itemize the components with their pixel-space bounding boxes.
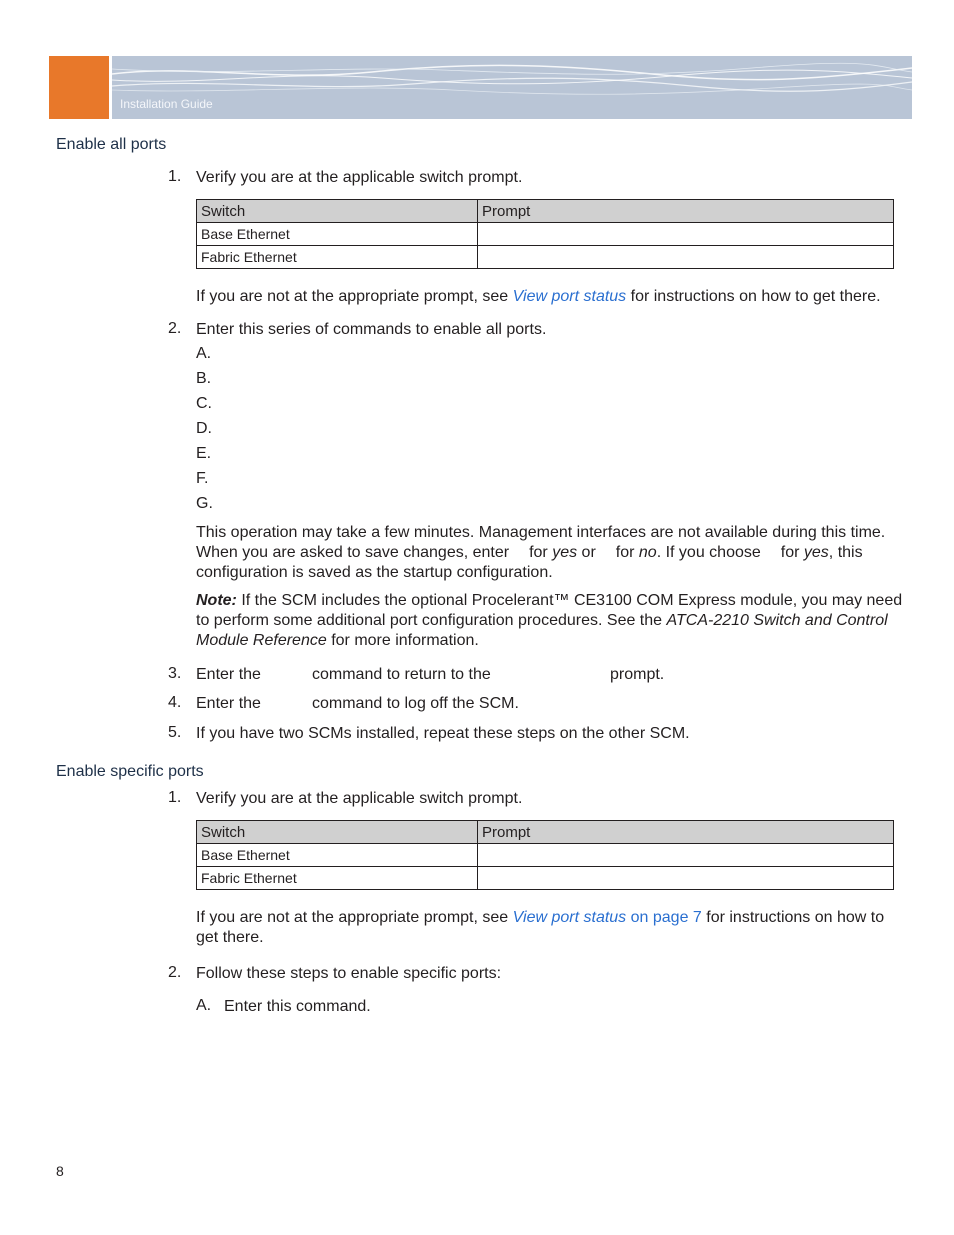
step-number: 1.	[168, 168, 182, 185]
prompt-note-line	[196, 908, 906, 928]
step-number: 2.	[168, 320, 182, 337]
table-row	[197, 246, 894, 269]
header-title: Installation Guide	[120, 97, 213, 111]
operation-line: configuration is saved as the startup configuration.	[196, 564, 553, 581]
operation-text: yes	[552, 544, 578, 561]
table-header-switch: Switch	[197, 200, 478, 223]
substep-letter: G.	[196, 495, 213, 512]
note-line	[196, 631, 906, 651]
table-header-prompt: Prompt	[478, 821, 894, 844]
step-text: Enter the	[196, 695, 261, 712]
step-text: command to return to the	[312, 666, 491, 683]
step-text: If you have two SCMs installed, repeat these steps on the other SCM.	[196, 725, 690, 742]
table-header-switch: Switch	[197, 821, 478, 844]
table-cell: Base Ethernet	[197, 223, 478, 246]
operation-line	[196, 543, 906, 563]
step-number: 2.	[168, 964, 182, 981]
prompt-note-text: for instructions on how to get there.	[626, 288, 881, 305]
prompt-note-text: for instructions on how to	[701, 909, 885, 926]
operation-text: for	[615, 544, 639, 561]
note-text: ATCA-2210 Switch and Control	[666, 612, 888, 629]
step-text: command to log off the SCM.	[312, 695, 519, 712]
prompt-note-line: get there.	[196, 929, 264, 946]
note-line	[196, 591, 906, 611]
table-row	[197, 867, 894, 890]
substep-letter: A.	[196, 345, 212, 362]
substep-letter: A.	[196, 997, 212, 1014]
note-label: Note:	[196, 592, 237, 609]
step-text: Verify you are at the applicable switch prompt.	[196, 169, 523, 186]
operation-paragraph	[196, 523, 906, 583]
substep-letter: C.	[196, 395, 212, 412]
operation-text: for	[529, 544, 553, 561]
substep-letter: B.	[196, 370, 212, 387]
table-cell	[478, 246, 894, 269]
operation-text: or	[577, 544, 596, 561]
banner-wave-decoration	[112, 56, 912, 119]
note-text: Module Reference	[196, 632, 327, 649]
table-cell: Base Ethernet	[197, 844, 478, 867]
view-port-status-link[interactable]: View port status	[512, 909, 627, 926]
step-number: 1.	[168, 789, 182, 806]
table-cell	[478, 867, 894, 890]
substep-letter: D.	[196, 420, 212, 437]
table-header-row	[197, 821, 894, 844]
note-text: for more information.	[326, 632, 479, 649]
section-heading-enable-specific-ports: Enable specific ports	[56, 763, 204, 780]
step-number: 5.	[168, 724, 182, 741]
prompt-note	[196, 908, 906, 948]
step-text: Enter the	[196, 666, 261, 683]
step-text: Enter this series of commands to enable all ports.	[196, 321, 547, 338]
substep-letter: F.	[196, 470, 209, 487]
step-number: 3.	[168, 665, 182, 682]
operation-text: yes	[803, 544, 829, 561]
prompt-note	[196, 287, 906, 307]
step-text: Follow these steps to enable specific ports:	[196, 965, 502, 982]
operation-text: , this	[828, 544, 863, 561]
prompt-table	[196, 820, 894, 890]
table-header-prompt: Prompt	[478, 200, 894, 223]
note-text: If the SCM includes the optional Procelerant™ CE3100 COM Express module, you may need	[236, 592, 903, 609]
view-port-status-link[interactable]: View port status	[512, 288, 627, 305]
prompt-table	[196, 199, 894, 269]
operation-text: for	[780, 544, 804, 561]
operation-line: This operation may take a few minutes. Management interfaces are not available during this time.	[196, 524, 886, 541]
operation-text: no	[638, 544, 657, 561]
header-orange-block	[49, 56, 109, 119]
operation-text: . If you choose	[656, 544, 761, 561]
table-cell: Fabric Ethernet	[197, 867, 478, 890]
page-number: 8	[56, 1163, 64, 1179]
operation-text: When you are asked to save changes, enter	[196, 544, 510, 561]
substep-letter: E.	[196, 445, 212, 462]
table-cell	[478, 223, 894, 246]
step-text: Verify you are at the applicable switch prompt.	[196, 790, 523, 807]
note-line	[196, 611, 906, 631]
step-text: prompt.	[610, 666, 665, 683]
header-banner	[112, 56, 912, 119]
table-row	[197, 844, 894, 867]
table-row	[197, 223, 894, 246]
note-text: to perform some additional port configuration procedures. See the	[196, 612, 667, 629]
table-header-row	[197, 200, 894, 223]
section-heading-enable-all-ports: Enable all ports	[56, 136, 167, 153]
page-7-link[interactable]: on page 7	[626, 909, 702, 926]
substep-text: Enter this command.	[224, 998, 371, 1015]
prompt-note-text: If you are not at the appropriate prompt, see	[196, 909, 513, 926]
step-number: 4.	[168, 694, 182, 711]
prompt-note-text: If you are not at the appropriate prompt, see	[196, 288, 513, 305]
note-paragraph	[196, 591, 906, 651]
table-cell: Fabric Ethernet	[197, 246, 478, 269]
table-cell	[478, 844, 894, 867]
